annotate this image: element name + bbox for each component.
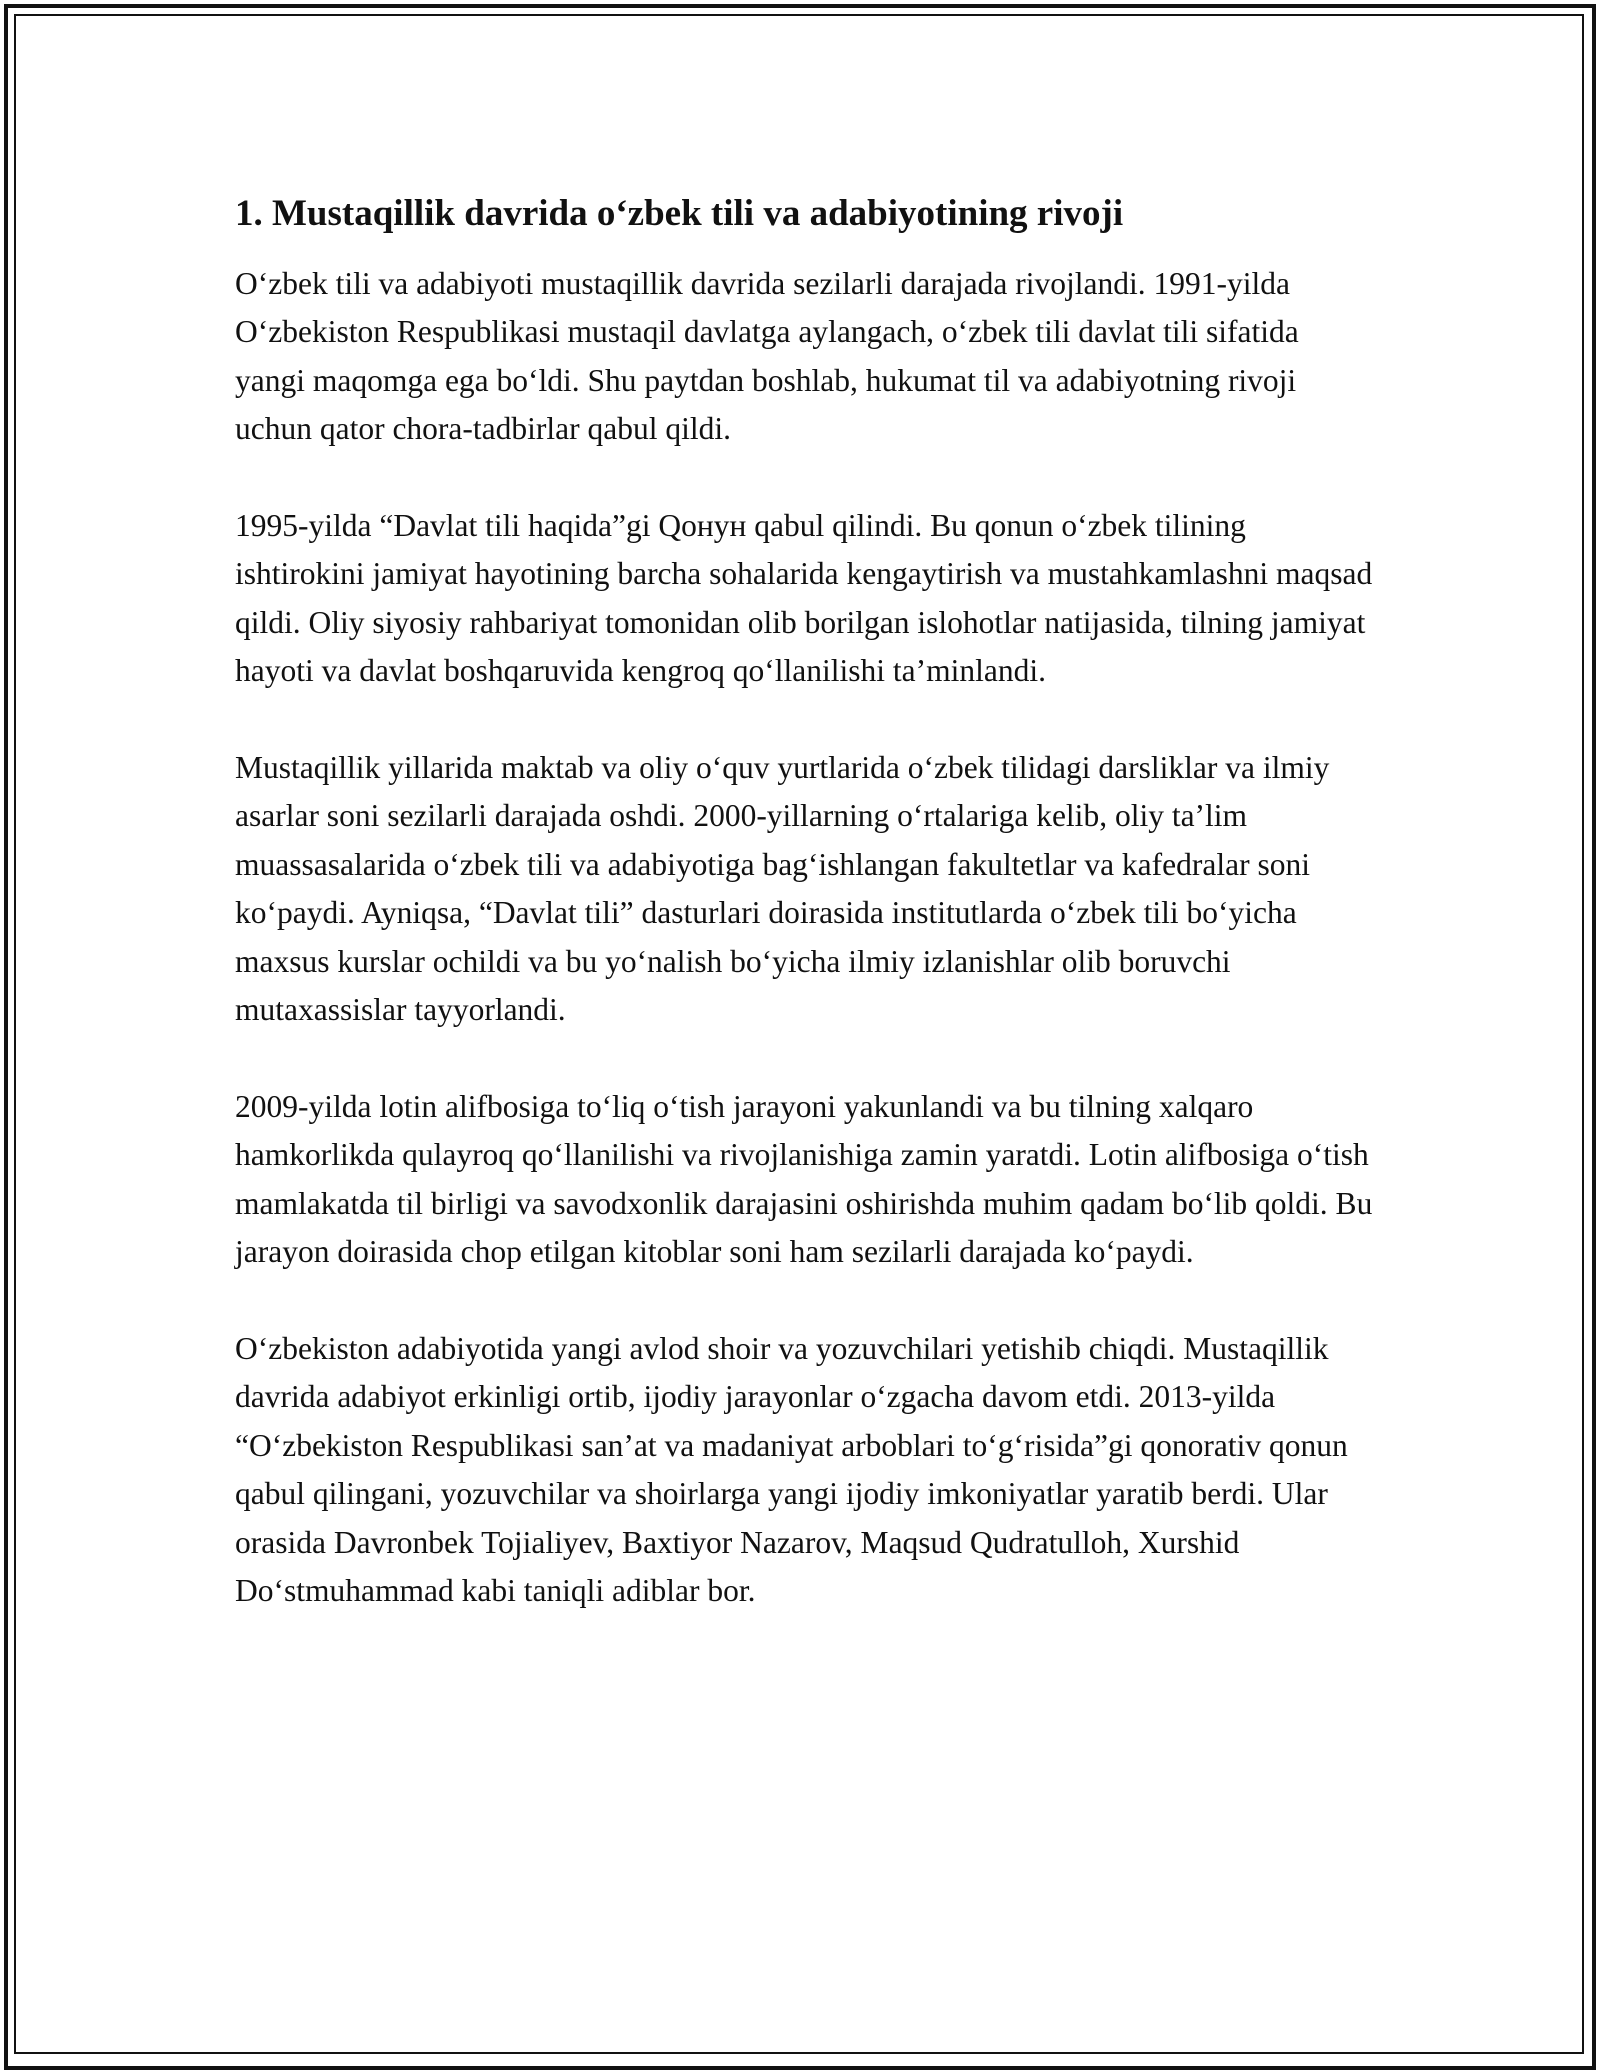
paragraph-1: O‘zbek tili va adabiyoti mustaqillik davrida sezilarli darajada rivojlandi. 1991-yilda O‘zbekiston Respublikasi mustaqil davlatga aylangach, o‘zbek tili davlat tili sifatida yangi maqomga ega bo‘ldi. Shu paytdan boshlab, hukumat til va adabiyotning rivoji uchun qator chora-tadbirlar qabul qildi. [235, 266, 1299, 447]
paragraph-2: 1995-yilda “Davlat tili haqida”gi Qонун qabul qilindi. Bu qonun o‘zbek tilining ishtirokini jamiyat hayotining barcha sohalarida kengaytirish va mustahkamlashni maqsad qildi. Oliy siyosiy rahbariyat tomonidan olib borilgan islohotlar natijasida, tilning jamiyat hayoti va davlat boshqaruvida kengroq qo‘llanilishi ta’minlandi. [235, 508, 1373, 689]
paragraph-5: O‘zbekiston adabiyotida yangi avlod shoir va yozuvchilari yetishib chiqdi. Mustaqillik davrida adabiyot erkinligi ortib, ijodiy jarayonlar o‘zgacha davom etdi. 2013-yilda “O‘zbekiston Respublikasi san’at va madaniyat arboblari to‘g‘risida”gi qonorativ qonun qabul qilingani, yozuvchilar va shoirlarga yangi ijodiy imkoniyatlar yaratib berdi. Ular orasida Davronbek Tojialiyev, Baxtiyor Nazarov, Maqsud Qudratulloh, Xurshid Do‘stmuhammad kabi taniqli adiblar bor. [235, 1330, 1348, 1608]
paragraph-4: 2009-yilda lotin alifbosiga to‘liq o‘tish jarayoni yakunlandi va bu tilning xalqaro hamkorlikda qulayroq qo‘llanilishi va rivojlanishiga zamin yaratdi. Lotin alifbosiga o‘tish mamlakatda til birligi va savodxonlik darajasini oshirishda muhim qadam bo‘lib qoldi. Bu jarayon doirasida chop etilgan kitoblar soni ham sezilarli darajada ko‘paydi. [235, 1088, 1373, 1270]
section-title: 1. Mustaqillik davrida o‘zbek tili va adabiyotining rivoji [235, 193, 1124, 234]
paragraph-3: Mustaqillik yillarida maktab va oliy o‘quv yurtlarida o‘zbek tilidagi darsliklar va ilmiy asarlar soni sezilarli darajada oshdi. 2000-yillarning o‘rtalariga kelib, oliy ta’lim muassasalarida o‘zbek tili va adabiyotiga bag‘ishlangan fakultetlar va kafedralar soni ko‘paydi. Ayniqsa, “Davlat tili” dasturlari doirasida institutlarda o‘zbek tili bo‘yicha maxsus kurslar ochildi va bu yo‘nalish bo‘yicha ilmiy izlanishlar olib boruvchi mutaxassislar tayyorlandi. [235, 750, 1330, 1028]
document-body [235, 186, 1375, 1615]
